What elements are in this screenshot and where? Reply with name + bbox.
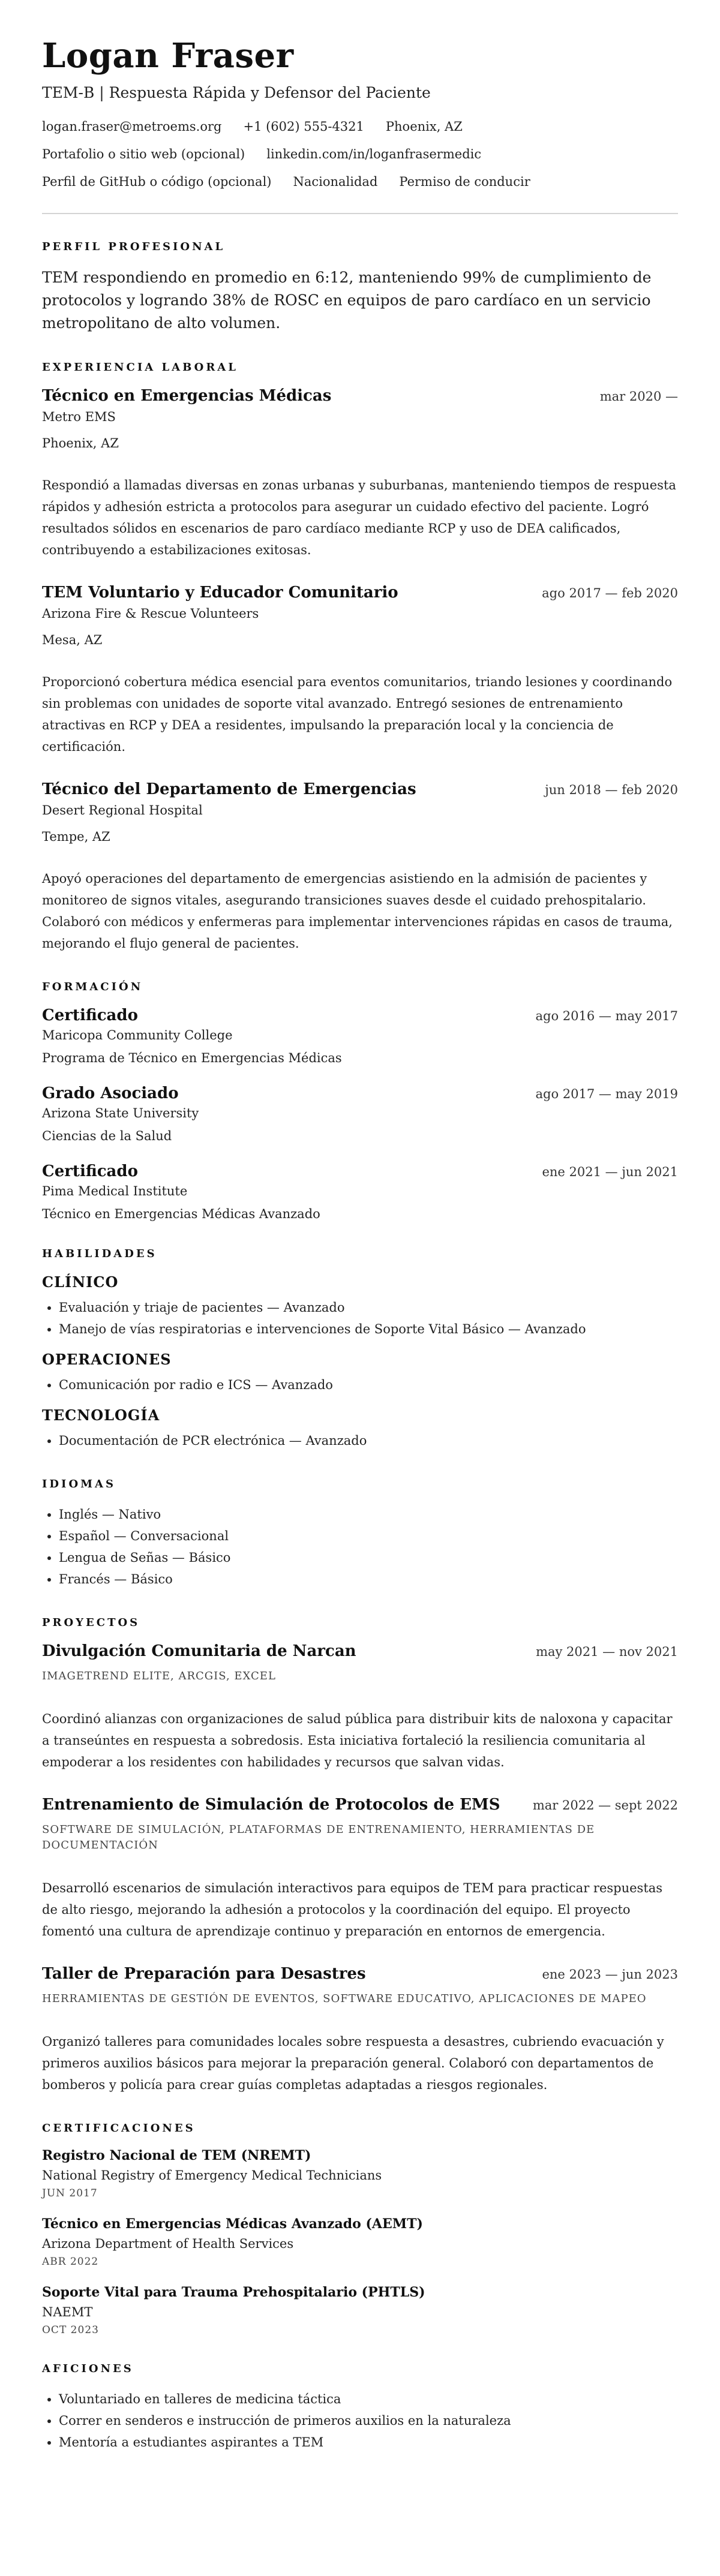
field-of-study: Programa de Técnico en Emergencias Médicas — [42, 1051, 342, 1065]
project-date: ene 2023 — jun 2023 — [542, 1967, 678, 1982]
school: Maricopa Community College — [42, 1028, 233, 1042]
experience-entry — [42, 780, 678, 954]
project-tech: HERRAMIENTAS DE GESTIÓN DE EVENTOS, SOFTWARE EDUCATIVO, APLICACIONES DE MAPEO — [42, 1992, 647, 2005]
skill-item: • Evaluación y triaje de pacientes — Avanzado — [59, 1297, 678, 1318]
education-entry — [42, 1006, 678, 1065]
field-of-study: Técnico en Emergencias Médicas Avanzado — [42, 1207, 320, 1221]
project-description: Desarrolló escenarios de simulación interactivos para equipos de TEM para practicar respuestas de alto riesgo, mejorando la adhesión a protocolos y la coordinación del equipo. El proyecto fomentó una cultura de aprendizaje continuo y preparación en entornos de emergencia. — [42, 1881, 663, 1938]
languages-section — [42, 1478, 678, 1590]
job-description: Respondió a llamadas diversas en zonas urbanas y suburbanas, manteniendo tiempos de respuesta rápidos y adhesión estricta a protocolos para asegurar un cuidado efectivo del paciente. Logró resultados sólidos en escenarios de paro cardíaco mediante RCP y uso de DEA calificados, contribuyendo a estabilizaciones exitosas. — [42, 478, 676, 557]
skill-list — [42, 1374, 678, 1396]
certification-issuer: NAEMT — [42, 2305, 93, 2319]
certification-issuer: Arizona Department of Health Services — [42, 2237, 294, 2251]
hobby-item: • Correr en senderos e instrucción de primeros auxilios en la naturaleza — [59, 2410, 678, 2431]
project-entry — [42, 1965, 678, 2096]
skill-item: • Manejo de vías respiratorias e intervenciones de Soporte Vital Básico — Avanzado — [59, 1318, 678, 1340]
certifications-section — [42, 2122, 678, 2336]
experience-entry — [42, 387, 678, 561]
education-date: ago 2016 — may 2017 — [535, 1009, 678, 1023]
resume-header — [42, 36, 678, 189]
section-title: IDIOMAS — [42, 1478, 116, 1490]
skill-category: OPERACIONES — [42, 1351, 172, 1368]
projects-section — [42, 1616, 678, 2096]
nationality: Nacionalidad — [293, 175, 378, 189]
degree: Certificado — [42, 1162, 138, 1180]
job-location: Mesa, AZ — [42, 633, 103, 647]
section-title: EXPERIENCIA LABORAL — [42, 361, 238, 374]
candidate-subtitle: TEM-B | Respuesta Rápida y Defensor del Paciente — [42, 84, 431, 101]
hobbies-section — [42, 2362, 678, 2453]
school: Arizona State University — [42, 1106, 199, 1120]
degree: Certificado — [42, 1006, 138, 1024]
education-date: ene 2021 — jun 2021 — [542, 1165, 678, 1179]
project-date: may 2021 — nov 2021 — [536, 1645, 678, 1659]
skill-item: • Documentación de PCR electrónica — Avanzado — [59, 1430, 678, 1451]
project-description: Coordinó alianzas con organizaciones de salud pública para distribuir kits de naloxona y capacitar a transeúntes en respuesta a sobredosis. Esta iniciativa fortaleció la resiliencia comunitaria al empoderar a los residentes con habilidades y recursos que salvan vidas. — [42, 1712, 673, 1769]
certification-date: JUN 2017 — [42, 2187, 98, 2199]
section-title: PROYECTOS — [42, 1616, 140, 1629]
job-employer: Desert Regional Hospital — [42, 803, 203, 817]
project-name: Taller de Preparación para Desastres — [42, 1965, 366, 1983]
project-description: Organizó talleres para comunidades locales sobre respuesta a desastres, cubriendo evacuación y primeros auxilios básicos para mejorar la preparación general. Colaboró con departamentos de bomberos y policía para crear guías completas adaptadas a riesgos regionales. — [42, 2034, 664, 2092]
driving-license: Permiso de conducir — [399, 175, 530, 189]
header-divider — [42, 213, 678, 214]
job-description: Proporcionó cobertura médica esencial para eventos comunitarios, triando lesiones y coordinando sin problemas con unidades de soporte vital avanzado. Entregó sesiones de entrenamiento atractivas en RCP y DEA a residentes, impulsando la preparación local y la conciencia de certificación. — [42, 675, 673, 754]
contact-row-2 — [42, 147, 678, 161]
job-location: Tempe, AZ — [42, 829, 110, 844]
certification-entry — [42, 2148, 678, 2199]
section-title: FORMACIÓN — [42, 981, 143, 993]
linkedin-link[interactable]: linkedin.com/in/loganfrasermedic — [266, 147, 482, 161]
section-title: HABILIDADES — [42, 1248, 157, 1260]
education-section — [42, 981, 678, 1221]
experience-entry — [42, 584, 678, 758]
job-date: jun 2018 — feb 2020 — [545, 783, 678, 797]
language-item: • Español — Conversacional — [59, 1525, 678, 1547]
skill-item: • Comunicación por radio e ICS — Avanzado — [59, 1374, 678, 1396]
education-entry — [42, 1162, 678, 1221]
portfolio-link[interactable]: Portafolio o sitio web (opcional) — [42, 147, 245, 161]
hobby-item: • Mentoría a estudiantes aspirantes a TEM — [59, 2431, 678, 2453]
job-title: TEM Voluntario y Educador Comunitario — [42, 584, 398, 602]
hobby-item: • Voluntariado en talleres de medicina táctica — [59, 2388, 678, 2410]
language-item: • Inglés — Nativo — [59, 1504, 678, 1525]
skill-category: TECNOLOGÍA — [42, 1406, 160, 1424]
project-date: mar 2022 — sept 2022 — [532, 1798, 678, 1812]
email-link[interactable]: logan.fraser@metroems.org — [42, 119, 222, 134]
project-tech: IMAGETREND ELITE, ARCGIS, EXCEL — [42, 1670, 276, 1682]
skill-category: CLÍNICO — [42, 1273, 119, 1291]
location: Phoenix, AZ — [385, 119, 463, 134]
education-entry — [42, 1084, 678, 1143]
project-name: Entrenamiento de Simulación de Protocolos de EMS — [42, 1796, 500, 1814]
hobby-list — [42, 2388, 678, 2453]
certification-name: Soporte Vital para Trauma Prehospitalario (PHTLS) — [42, 2285, 425, 2300]
job-employer: Arizona Fire & Rescue Volunteers — [42, 606, 259, 621]
project-entry — [42, 1796, 678, 1942]
github-link[interactable]: Perfil de GitHub o código (opcional) — [42, 175, 272, 189]
field-of-study: Ciencias de la Salud — [42, 1129, 172, 1143]
section-title: AFICIONES — [42, 2362, 134, 2375]
job-title: Técnico del Departamento de Emergencias — [42, 780, 416, 798]
certification-entry — [42, 2216, 678, 2268]
language-list — [42, 1504, 678, 1590]
skill-list — [42, 1297, 678, 1340]
contact-row-1 — [42, 119, 678, 134]
skills-section — [42, 1248, 678, 1451]
profile-summary: TEM respondiendo en promedio en 6:12, manteniendo 99% de cumplimiento de protocolos y logrando 38% de ROSC en equipos de paro cardíaco en un servicio metropolitano de alto volumen. — [42, 269, 652, 332]
experience-section — [42, 361, 678, 954]
project-tech: SOFTWARE DE SIMULACIÓN, PLATAFORMAS DE ENTRENAMIENTO, HERRAMIENTAS DE DOCUMENTACIÓN — [42, 1823, 595, 1851]
language-item: • Lengua de Señas — Básico — [59, 1547, 678, 1568]
section-title: PERFIL PROFESIONAL — [42, 241, 226, 253]
certification-entry — [42, 2285, 678, 2336]
skill-list — [42, 1430, 678, 1451]
section-title: CERTIFICACIONES — [42, 2122, 196, 2135]
certification-date: OCT 2023 — [42, 2324, 99, 2336]
job-date: mar 2020 — — [599, 389, 678, 404]
contact-row-3 — [42, 175, 678, 189]
project-name: Divulgación Comunitaria de Narcan — [42, 1642, 356, 1660]
school: Pima Medical Institute — [42, 1184, 188, 1198]
education-date: ago 2017 — may 2019 — [535, 1087, 678, 1101]
candidate-name: Logan Fraser — [42, 36, 294, 76]
job-description: Apoyó operaciones del departamento de emergencias asistiendo en la admisión de pacientes y monitoreo de signos vitales, asegurando transiciones suaves desde el cuidado prehospitalario. Colaboró con médicos y enfermeras para implementar intervenciones rápidas en casos de trauma, mejorando el flujo general de pacientes. — [42, 871, 673, 951]
job-employer: Metro EMS — [42, 410, 116, 424]
certification-name: Técnico en Emergencias Médicas Avanzado (AEMT) — [42, 2216, 423, 2232]
certification-date: ABR 2022 — [42, 2256, 99, 2268]
project-entry — [42, 1642, 678, 1773]
job-date: ago 2017 — feb 2020 — [542, 586, 678, 600]
job-location: Phoenix, AZ — [42, 436, 119, 450]
language-item: • Francés — Básico — [59, 1568, 678, 1590]
certification-issuer: National Registry of Emergency Medical Technicians — [42, 2168, 382, 2183]
profile-section — [42, 241, 678, 335]
certification-name: Registro Nacional de TEM (NREMT) — [42, 2148, 311, 2163]
degree: Grado Asociado — [42, 1084, 179, 1102]
job-title: Técnico en Emergencias Médicas — [42, 387, 332, 405]
phone-number[interactable]: +1 (602) 555-4321 — [243, 119, 364, 134]
